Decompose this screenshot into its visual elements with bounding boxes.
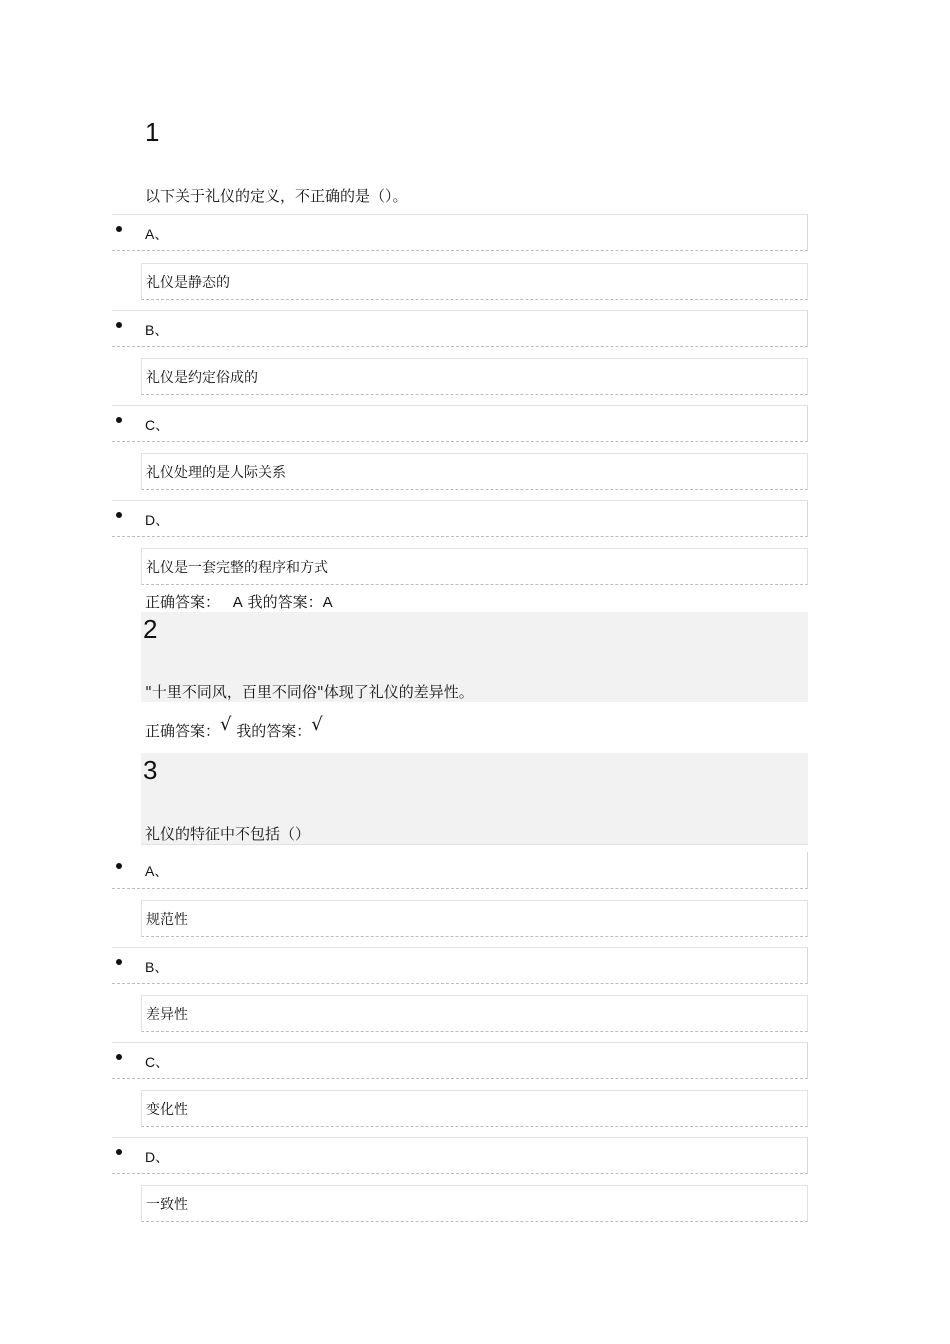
option-text: 一致性 xyxy=(146,1197,188,1213)
option-letter: D、 xyxy=(145,512,170,528)
bullet-icon xyxy=(116,322,122,328)
bullet-icon xyxy=(116,226,122,232)
my-answer-label: 我的答案： xyxy=(236,722,312,740)
option-letter: A、 xyxy=(145,226,169,242)
question-text: "十里不同风，百里不同俗"体现了礼仪的差异性。 xyxy=(145,683,474,701)
question-number: 1 xyxy=(145,117,160,147)
option-row-c[interactable] xyxy=(112,1042,808,1079)
my-answer-value: A xyxy=(322,594,333,611)
option-row-c[interactable] xyxy=(112,405,808,442)
check-icon: √ xyxy=(220,714,232,735)
bullet-icon xyxy=(116,512,122,518)
option-text-box xyxy=(141,548,808,585)
option-row-d[interactable] xyxy=(112,500,808,537)
correct-answer-value: A xyxy=(232,594,243,611)
option-letter: D、 xyxy=(145,1149,170,1165)
option-row-a[interactable] xyxy=(112,214,808,251)
option-row-b[interactable] xyxy=(112,310,808,347)
bullet-icon xyxy=(116,959,122,965)
option-letter: B、 xyxy=(145,322,169,338)
option-text-box xyxy=(141,358,808,395)
option-text-box xyxy=(141,1090,808,1127)
bullet-icon xyxy=(116,863,122,869)
option-text-box xyxy=(141,900,808,937)
question-number: 2 xyxy=(143,614,158,644)
option-text: 礼仪是一套完整的程序和方式 xyxy=(146,560,328,576)
option-row-d[interactable] xyxy=(112,1137,808,1174)
answer-line xyxy=(145,591,333,612)
option-text-box xyxy=(141,263,808,300)
option-text-box xyxy=(141,453,808,490)
option-text: 礼仪是约定俗成的 xyxy=(146,370,258,386)
option-letter: A、 xyxy=(145,863,169,879)
question-text: 以下关于礼仪的定义，不正确的是（）。 xyxy=(145,187,408,205)
option-letter: B、 xyxy=(145,959,169,975)
correct-answer-label: 正确答案： xyxy=(145,722,221,740)
option-text-box xyxy=(141,995,808,1032)
bullet-icon xyxy=(116,1054,122,1060)
option-row-b[interactable] xyxy=(112,947,808,984)
option-text: 礼仪处理的是人际关系 xyxy=(146,465,286,481)
option-text: 差异性 xyxy=(146,1007,188,1023)
option-letter: C、 xyxy=(145,417,170,433)
option-text: 礼仪是静态的 xyxy=(146,275,230,291)
option-letter: C、 xyxy=(145,1054,170,1070)
question-number: 3 xyxy=(143,755,158,785)
option-text: 规范性 xyxy=(146,912,188,928)
question-text: 礼仪的特征中不包括（） xyxy=(145,825,311,843)
answer-line xyxy=(145,714,323,741)
correct-answer-label: 正确答案： xyxy=(145,593,221,611)
option-text-box xyxy=(141,1185,808,1222)
option-row-a[interactable] xyxy=(112,852,808,889)
bullet-icon xyxy=(116,417,122,423)
option-text: 变化性 xyxy=(146,1102,188,1118)
my-answer-label: 我的答案： xyxy=(247,593,323,611)
check-icon: √ xyxy=(311,714,323,735)
bullet-icon xyxy=(116,1149,122,1155)
